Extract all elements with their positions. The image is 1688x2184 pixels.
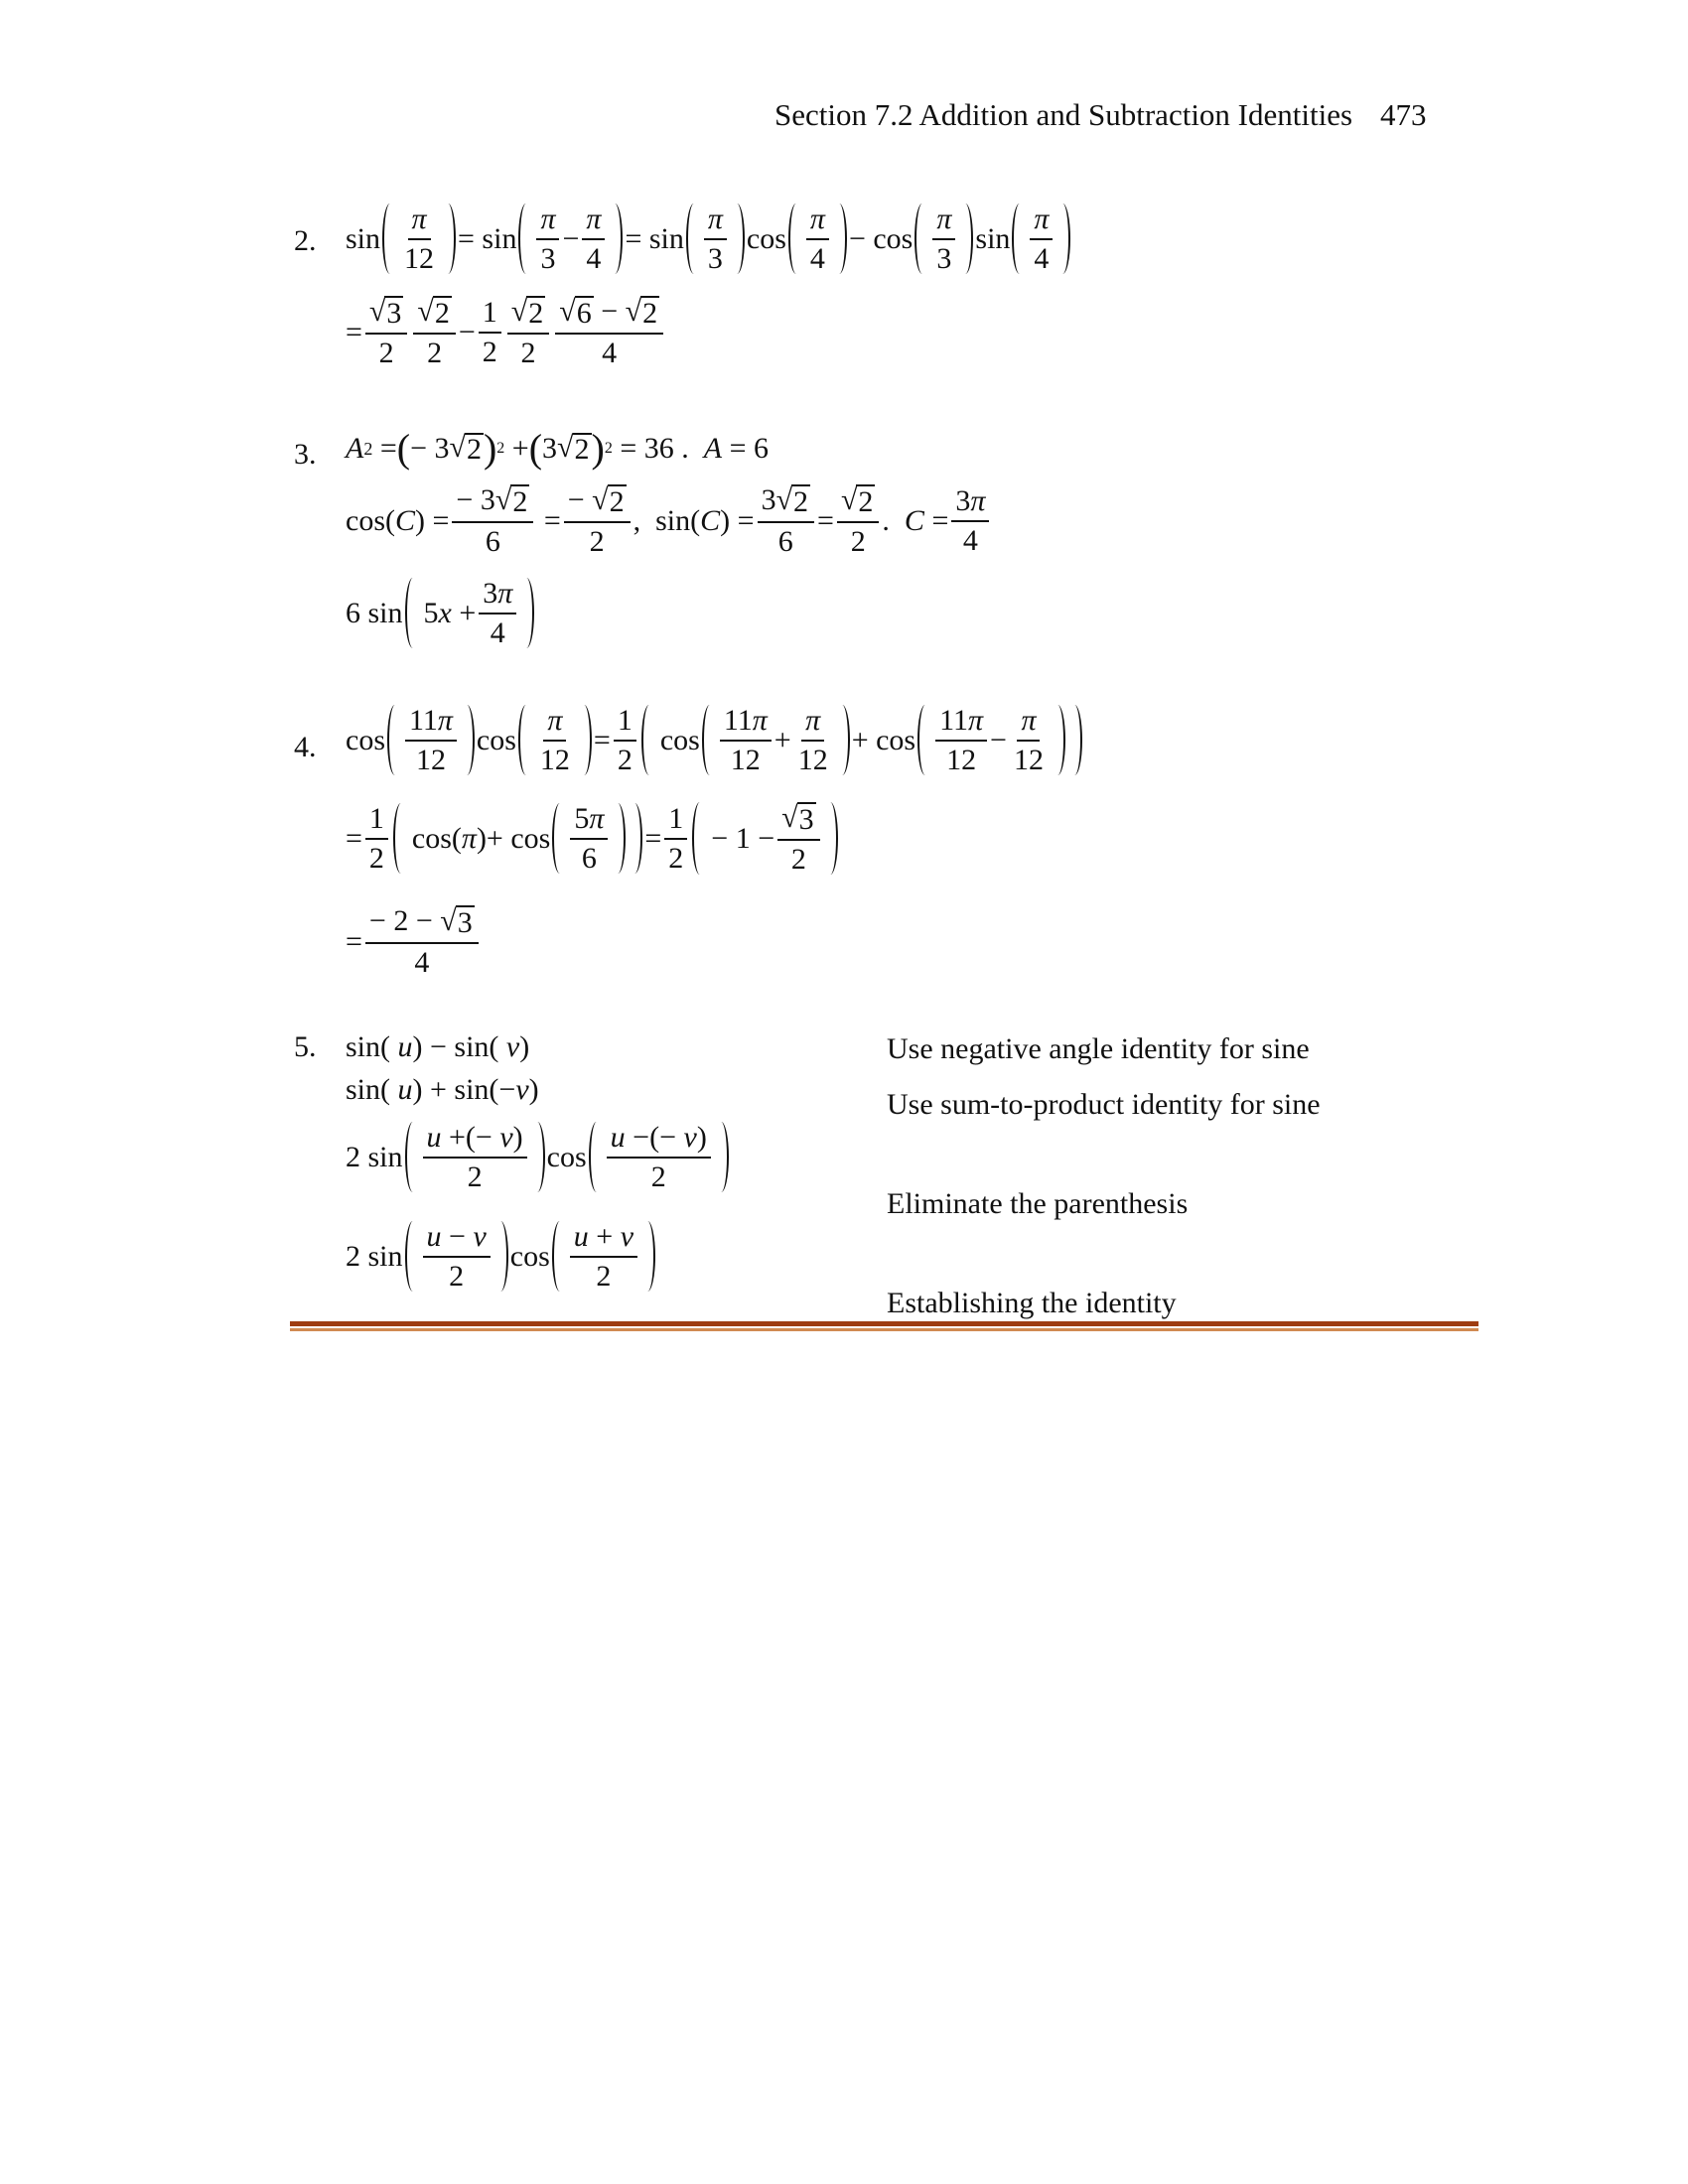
problem-4-line-3: = − 2 − √ 3 4: [346, 905, 482, 978]
problem-5-number: 5.: [294, 1030, 317, 1063]
problem-2-line-1: sin $\frac{\pi}{12}$ = sin $\frac{\pi}{3}$ − $\frac{\pi}{4}$ = sin $\frac{\pi}{3}$ cos $\frac{\pi}{4}$ − cos $\frac{\pi}{3}$ sin $\frac{\pi}{4}$: [346, 204, 1072, 274]
problem-2-line-2: = √ 3 2 √ 2 2 − $\frac{1}{2}$ √ 2 2 √ 6 − √ 2 4: [346, 296, 666, 368]
problem-5-note-3: Eliminate the parenthesis: [887, 1187, 1189, 1220]
problem-5-note-1: Use negative angle identity for sine: [887, 1032, 1310, 1065]
section-divider-accent: [290, 1328, 1478, 1331]
problem-3-line-2: cos( C ) = − 3 √ 2 6 = − √ 2 2 , sin( C ) = 3 √ 2 6 = √ 2 2 . C = $\frac{3\pi}{4}$: [346, 484, 992, 557]
section-divider: [290, 1321, 1478, 1326]
page-number: 473: [1380, 97, 1427, 132]
problem-5-note-2: Use sum-to-product identity for sine: [887, 1088, 1321, 1121]
problem-5-line-4: 2 sin $\frac{u - v}{2}$ cos $\frac{u + v}{2}$: [346, 1221, 657, 1292]
problem-5-line-2: sin( u ) + sin(− v ): [346, 1073, 539, 1106]
problem-4-line-2: = $\frac{1}{2}$ cos(π)+ cos $\frac{5\pi}{6}$ = $\frac{1}{2}$ − 1 − √ 3 2: [346, 802, 840, 875]
section-title: Section 7.2 Addition and Subtraction Identities: [774, 97, 1353, 132]
problem-2-number: 2.: [294, 224, 317, 257]
problem-5-line-1: sin( u ) − sin( v ): [346, 1030, 530, 1063]
problem-4-number: 4.: [294, 731, 317, 763]
problem-3-line-3: 6 sin 5x + $\frac{3\pi}{4}$: [346, 578, 536, 648]
problem-5-line-3: 2 sin $\frac{u +(- v)}{2}$ cos $\frac{u -(- v)}{2}$: [346, 1122, 731, 1192]
running-head: [774, 97, 1427, 133]
problem-3-number: 3.: [294, 438, 317, 471]
problem-3-line-1: A 2 = ( − 3 √ 2 ) 2 + ( 3 √ 2 ) 2 = 36 . A = 6: [346, 426, 770, 471]
problem-5-note-4: Establishing the identity: [887, 1287, 1177, 1319]
problem-4-line-1: cos $\frac{11\pi}{12}$ cos $\frac{\pi}{12}$ = $\frac{1}{2}$ cos $\frac{11\pi}{12}$ + $\frac{\pi}{12}$ + cos $\frac{11\pi}{12}$ − $\frac{\pi}{12}$: [346, 705, 1084, 775]
